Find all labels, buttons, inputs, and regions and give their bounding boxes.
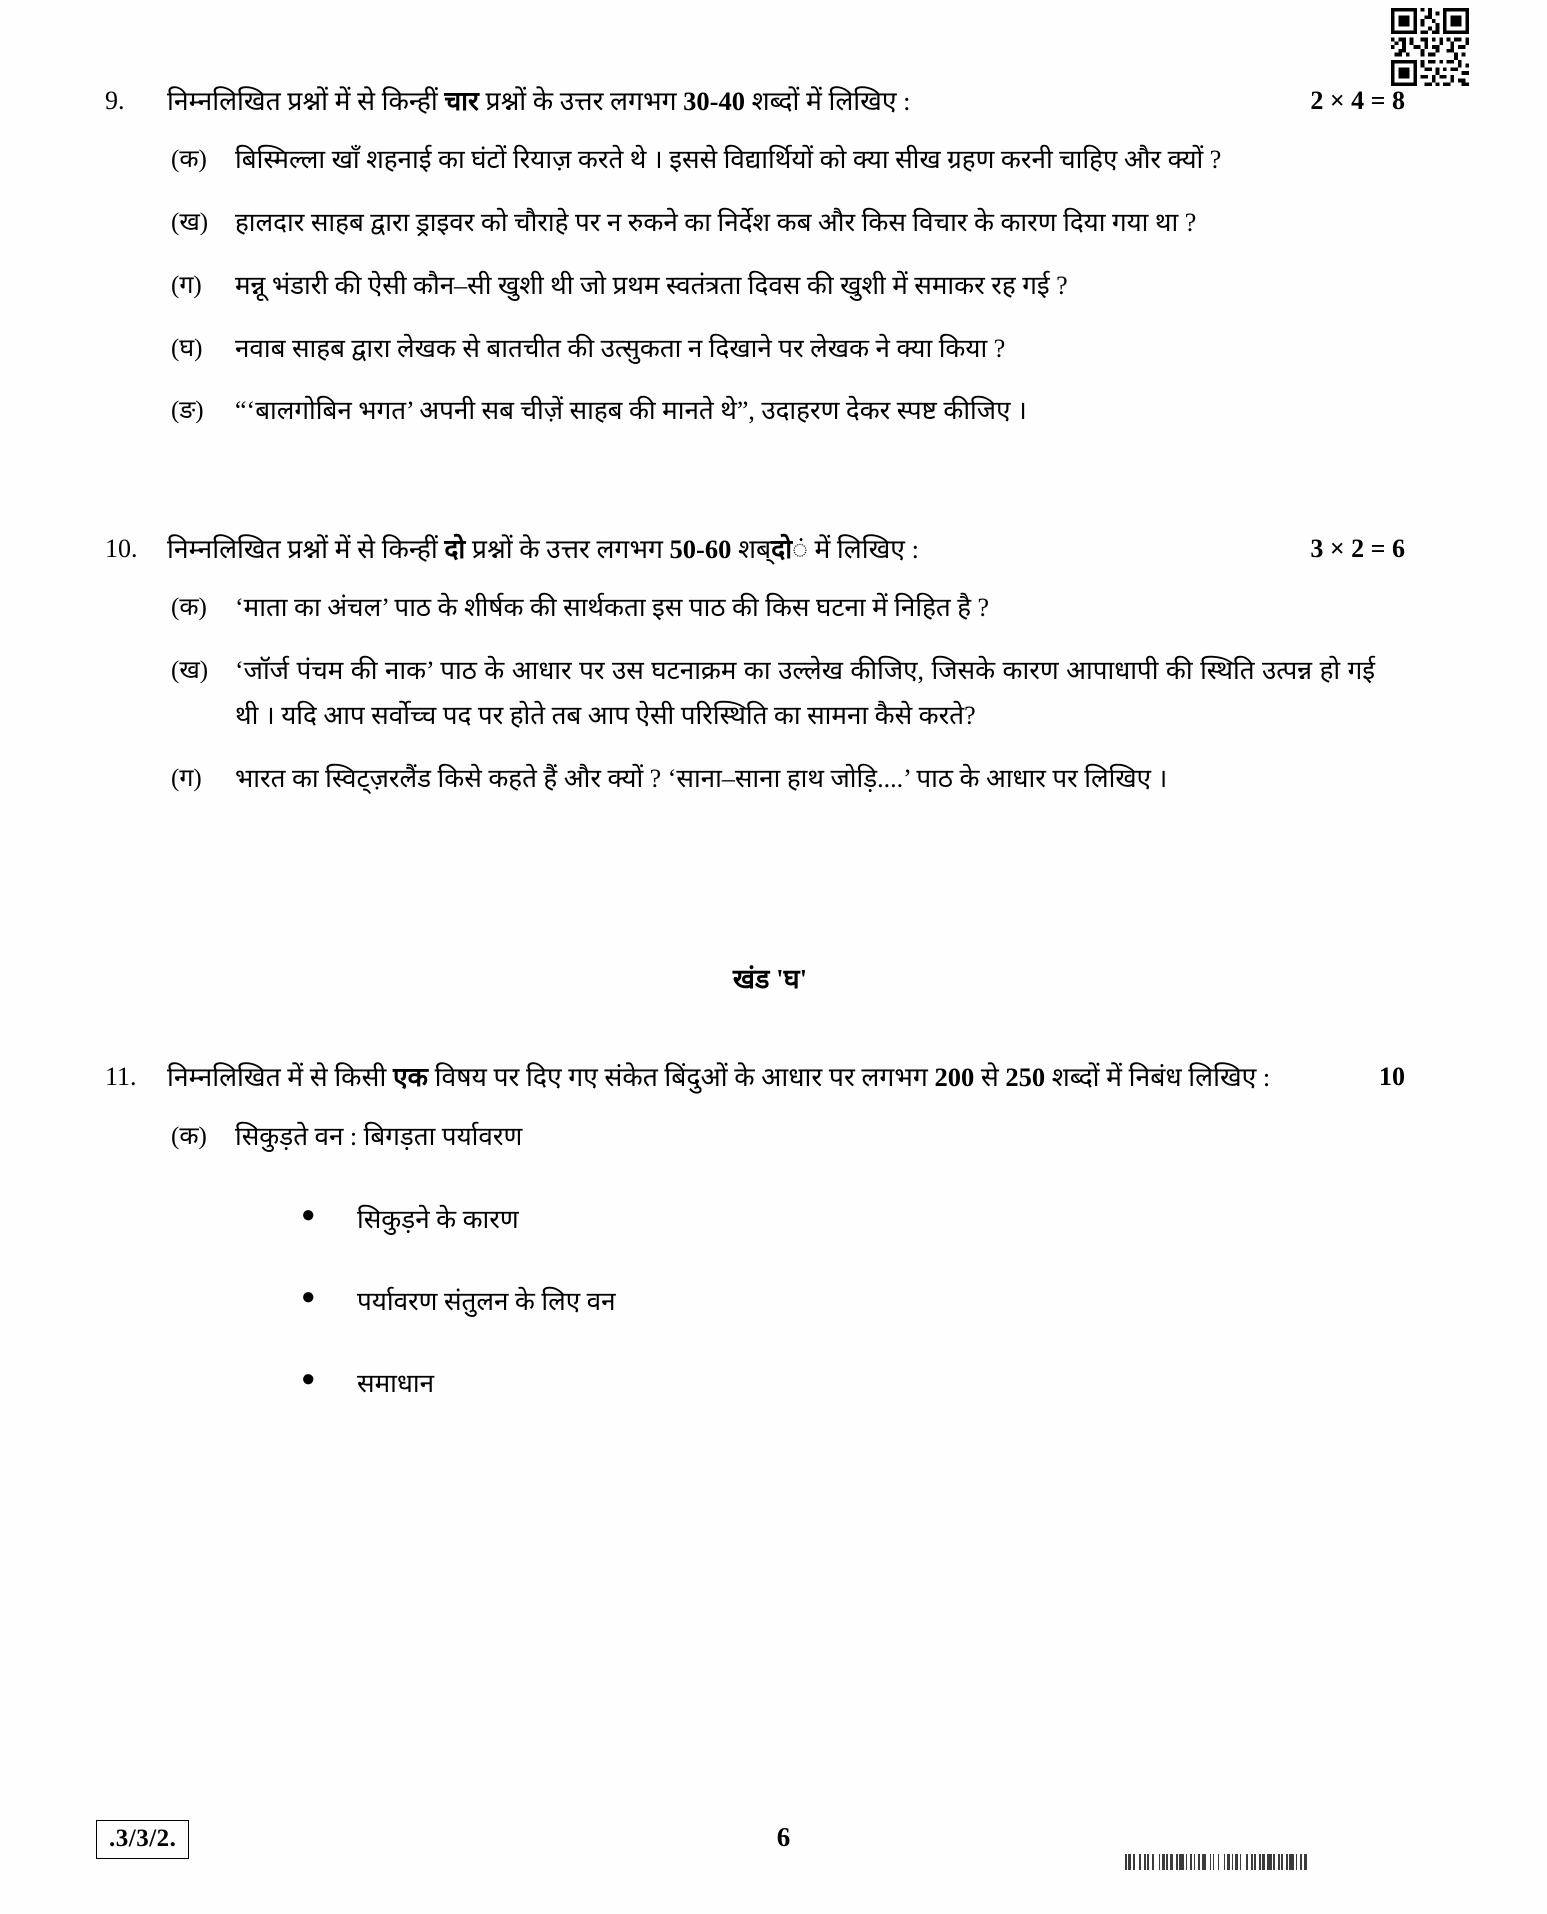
- question-9-item-nga: [105, 389, 1405, 434]
- question-10-item-kha: [105, 649, 1405, 738]
- question-11: [105, 1058, 1405, 1404]
- item-label: (ख): [171, 209, 209, 237]
- item-text: भारत का स्विट्ज़रलैंड किसे कहते हैं और क्यों ? ‘साना–साना हाथ जोड़ि....’ पाठ के आधार पर लिखिए ।: [235, 763, 1168, 793]
- bullet-list-item: [105, 1281, 1405, 1323]
- question-9-instruction: निम्नलिखित प्रश्नों में से किन्हीं चार प्रश्नों के उत्तर लगभग 30-40 शब्दों में लिखिए :: [167, 86, 911, 116]
- bullet-text: समाधान: [357, 1368, 435, 1398]
- item-text: सिकुड़ते वन : बिगड़ता पर्यावरण: [235, 1121, 523, 1151]
- item-label: (ख): [171, 657, 209, 685]
- item-text: ‘माता का अंचल’ पाठ के शीर्षक की सार्थकता इस पाठ की किस घटना में निहित है ?: [235, 593, 990, 623]
- item-label: (क): [171, 146, 207, 174]
- item-label: (क): [171, 594, 207, 622]
- question-9: [105, 82, 1405, 434]
- question-11-header: [105, 1058, 1405, 1096]
- question-10-header: [105, 530, 1405, 568]
- item-label: (घ): [171, 334, 203, 362]
- item-text: ‘जॉर्ज पंचम की नाक’ पाठ के आधार पर उस घटनाक्रम का उल्लेख कीजिए, जिसके कारण आपाधापी की स्थिति उत्पन्न हो गई थी । यदि आप सर्वोच्च पद पर होते तब आप ऐसी परिस्थिति का सामना कैसे करते?: [235, 656, 1375, 730]
- paper-code: .3/3/2.: [96, 1820, 189, 1859]
- bullet-dot-icon: ●: [301, 1365, 316, 1392]
- question-10-marks: 3 × 2 = 6: [1310, 534, 1405, 564]
- section-heading: खंड 'घ': [732, 964, 808, 995]
- item-label: (ङ): [171, 397, 204, 425]
- item-label: (ग): [171, 764, 202, 792]
- question-10-item-ka: [105, 586, 1405, 631]
- essay-hint-bullets: [105, 1199, 1405, 1404]
- question-10: [105, 530, 1405, 801]
- page-footer: [0, 1802, 1547, 1914]
- question-10-item-ga: [105, 757, 1405, 802]
- bullet-dot-icon: ●: [301, 1284, 316, 1311]
- item-text: मन्नू भंडारी की ऐसी कौन–सी खुशी थी जो प्रथम स्वतंत्रता दिवस की खुशी में समाकर रह गई ?: [235, 270, 1068, 300]
- bullet-text: पर्यावरण संतुलन के लिए वन: [357, 1287, 616, 1317]
- question-9-header: [105, 82, 1405, 120]
- item-text: बिस्मिल्ला खाँ शहनाई का घंटों रियाज़ करते थे । इससे विद्यार्थियों को क्या सीख ग्रहण करनी चाहिए और क्यों ?: [235, 145, 1222, 175]
- question-9-marks: 2 × 4 = 8: [1310, 86, 1405, 115]
- question-9-number: 9.: [105, 86, 125, 115]
- question-9-item-ga: [105, 264, 1405, 309]
- item-text: नवाब साहब द्वारा लेखक से बातचीत की उत्सुकता न दिखाने पर लेखक ने क्या किया ?: [235, 333, 1006, 363]
- bullet-list-item: [105, 1199, 1405, 1241]
- question-11-items: [105, 1115, 1405, 1160]
- question-9-item-kha: [105, 201, 1405, 246]
- question-11-marks: 10: [1379, 1062, 1405, 1092]
- question-9-item-gha: [105, 327, 1405, 372]
- question-9-item-ka: [105, 138, 1405, 183]
- question-11-instruction: निम्नलिखित में से किसी एक विषय पर दिए गए संकेत बिंदुओं के आधार पर लगभग 200 से 250 शब्दों में निबंध लिखिए :: [167, 1062, 1271, 1093]
- barcode-icon: [1125, 1854, 1455, 1870]
- question-10-items: [105, 586, 1405, 801]
- question-10-number: 10.: [105, 534, 138, 564]
- question-paper-content: [105, 82, 1405, 1404]
- question-11-item-ka: [105, 1115, 1405, 1160]
- page-number: 6: [776, 1822, 791, 1852]
- item-label: (ग): [171, 271, 202, 299]
- item-text: “‘बालगोबिन भगत’ अपनी सब चीज़ें साहब की मानते थे”, उदाहरण देकर स्पष्ट कीजिए ।: [235, 396, 1027, 426]
- bullet-text: सिकुड़ने के कारण: [357, 1205, 519, 1235]
- item-label: (क): [171, 1122, 207, 1150]
- bullet-list-item: [105, 1363, 1405, 1405]
- question-10-instruction: निम्नलिखित प्रश्नों में से किन्हीं दो प्रश्नों के उत्तर लगभग 50-60 शब्दों में लिखिए :: [167, 534, 919, 565]
- bullet-dot-icon: ●: [301, 1202, 316, 1229]
- question-11-number: 11.: [105, 1062, 137, 1092]
- qr-code-icon: [1391, 8, 1469, 86]
- question-9-items: [105, 138, 1405, 434]
- item-text: हालदार साहब द्वारा ड्राइवर को चौराहे पर न रुकने का निर्देश कब और किस विचार के कारण दिया गया था ?: [235, 208, 1197, 238]
